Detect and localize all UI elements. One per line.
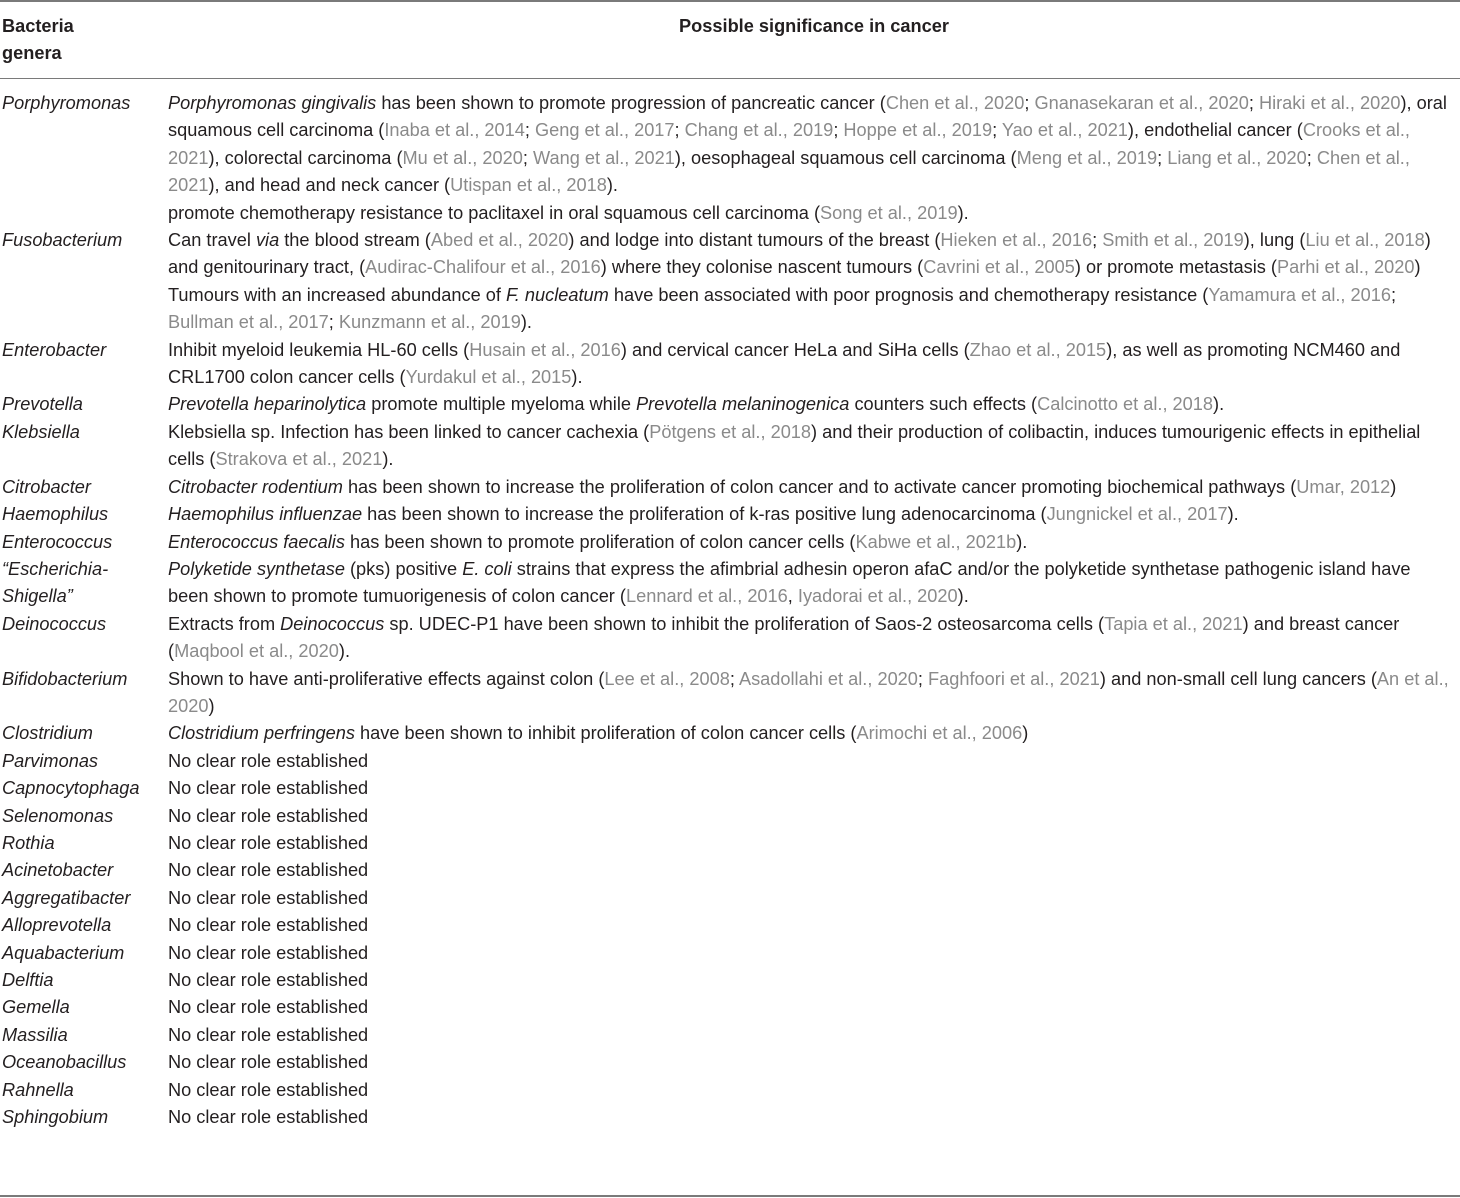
genus-cell: Clostridium <box>2 723 93 744</box>
citation-link[interactable]: Strakova et al., 2021 <box>215 449 383 470</box>
citation-link[interactable]: Mu et al., 2020 <box>402 147 523 168</box>
genus-cell: Deinococcus <box>2 613 107 634</box>
citation-link[interactable]: Geng et al., 2017 <box>535 120 675 141</box>
genus-cell: Bifidobacterium <box>2 668 128 689</box>
significance-cell: Can travel via the blood stream (Abed et al., 2020) and lodge into distant tumours of the breast (Hieken et al., 2016; Smith et al., 2019), lung (Liu et al., 2018) and genitourinary tract, (Audirac-Chalifour et al., 2016) where they colonise nascent tumours (Cavrini et al., 2005) or promote metastasis (Parhi et al., 2020) Tumours with an increased abundance of F. nucleatum have been associated with poor prognosis and chemotherapy resistance (Yamamura et al., 2016; Bullman et al., 2017; Kunzmann et al., 2019). <box>168 230 1431 333</box>
citation-link[interactable]: Chen et al., 2021 <box>168 147 1410 196</box>
genus-cell: Klebsiella <box>2 421 80 442</box>
genus-cell: Alloprevotella <box>2 915 112 936</box>
citation-link[interactable]: Cavrini et al., 2005 <box>923 257 1075 278</box>
significance-cell: No clear role established <box>168 1024 369 1045</box>
table-bottom-rule <box>0 1195 1460 1197</box>
significance-cell: Extracts from Deinococcus sp. UDEC-P1 have been shown to inhibit the proliferation of Saos-2 osteosarcoma cells (Tapia et al., 2021) and breast cancer (Maqbool et al., 2020). <box>168 613 1400 662</box>
significance-cell: No clear role established <box>168 942 369 963</box>
citation-link[interactable]: Tapia et al., 2021 <box>1104 613 1243 634</box>
table-row <box>0 720 1460 747</box>
citation-link[interactable]: An et al., 2020 <box>168 668 1449 716</box>
citation-link[interactable]: Gnanasekaran et al., 2020 <box>1034 93 1249 113</box>
table-row <box>0 967 1460 994</box>
citation-link[interactable]: Calcinotto et al., 2018 <box>1037 394 1214 415</box>
genus-cell: Rothia <box>2 832 55 853</box>
citation-link[interactable]: Umar, 2012 <box>1296 476 1391 497</box>
citation-link[interactable]: Inaba et al., 2014 <box>384 120 525 141</box>
table-row <box>0 830 1460 857</box>
significance-cell: Polyketide synthetase (pks) positive E. coli strains that express the afimbrial adhesin operon afaC and/or the polyketide synthetase pathogenic island have been shown to promote tumuorigenesis of colon cancer (Lennard et al., 2016, Iyadorai et al., 2020). <box>168 558 1411 607</box>
significance-cell: Prevotella heparinolytica promote multiple myeloma while Prevotella melaninogenica counters such effects (Calcinotto et al., 2018). <box>168 394 1225 415</box>
significance-cell: No clear role established <box>168 1107 369 1128</box>
genus-cell: Citrobacter <box>2 476 91 497</box>
table-row <box>0 912 1460 939</box>
significance-cell: Porphyromonas gingivalis has been shown to promote progression of pancreatic cancer (Chen et al., 2020; Gnanasekaran et al., 2020; Hiraki et al., 2020), oral squamous cell carcinoma (Inaba et al., 2014; Geng et al., 2017; Chang et al., 2019; Hoppe et al., 2019; Yao et al., 2021), endothelial cancer (Crooks et al., 2021), colorectal carcinoma (Mu et al., 2020; Wang et al., 2021), oesophageal squamous cell carcinoma (Meng et al., 2019; Liang et al., 2020; Chen et al., 2021), and head and neck cancer (Utispan et al., 2018). promote chemotherapy resistance to paclitaxel in oral squamous cell carcinoma (Song et al., 2019). <box>168 93 1447 223</box>
citation-link[interactable]: Bullman et al., 2017 <box>168 312 329 333</box>
significance-cell: No clear role established <box>168 805 369 826</box>
genus-cell: Prevotella <box>2 394 83 415</box>
citation-link[interactable]: Hieken et al., 2016 <box>940 230 1093 251</box>
citation-link[interactable]: Audirac-Chalifour et al., 2016 <box>365 257 601 278</box>
citation-link[interactable]: Meng et al., 2019 <box>1016 147 1158 168</box>
table-row <box>0 1104 1460 1131</box>
citation-link[interactable]: Lee et al., 2008 <box>604 668 730 689</box>
table-row <box>0 748 1460 775</box>
table-row <box>0 90 1460 227</box>
citation-link[interactable]: Parhi et al., 2020 <box>1276 257 1415 278</box>
significance-cell: Haemophilus influenzae has been shown to increase the proliferation of k-ras positive lung adenocarcinoma (Jungnickel et al., 2017). <box>168 504 1239 525</box>
table-row <box>0 556 1460 611</box>
citation-link[interactable]: Pötgens et al., 2018 <box>649 421 812 442</box>
genus-cell: Enterobacter <box>2 339 107 360</box>
genus-cell: Enterococcus <box>2 531 113 552</box>
significance-cell: No clear role established <box>168 778 369 799</box>
table-row <box>0 1049 1460 1076</box>
citation-link[interactable]: Iyadorai et al., 2020 <box>797 586 958 607</box>
significance-cell: Enterococcus faecalis has been shown to promote proliferation of colon cancer cells (Kabwe et al., 2021b). <box>168 531 1028 552</box>
significance-cell: No clear role established <box>168 860 369 881</box>
genus-cell: Delftia <box>2 970 54 990</box>
genus-cell: Rahnella <box>2 1079 74 1100</box>
genus-cell: “Escherichia- Shigella” <box>2 558 109 607</box>
citation-link[interactable]: Yamamura et al., 2016 <box>1208 284 1391 305</box>
genus-cell: Sphingobium <box>2 1107 109 1128</box>
citation-link[interactable]: Smith et al., 2019 <box>1102 230 1244 251</box>
genus-cell: Porphyromonas <box>2 93 131 113</box>
table-row <box>0 994 1460 1021</box>
citation-link[interactable]: Asadollahi et al., 2020 <box>738 668 918 689</box>
table-top-rule <box>0 0 1460 2</box>
table-row <box>0 391 1460 418</box>
table-row <box>0 611 1460 666</box>
citation-link[interactable]: Wang et al., 2021 <box>532 147 675 168</box>
header-rule <box>0 78 1460 79</box>
significance-cell: No clear role established <box>168 1079 369 1100</box>
significance-cell: Citrobacter rodentium has been shown to increase the proliferation of colon cancer and to activate cancer promoting biochemical pathways (Umar, 2012) <box>168 476 1397 497</box>
table-body <box>0 90 1460 1131</box>
citation-link[interactable]: Song et al., 2019 <box>820 202 958 223</box>
citation-link[interactable]: Yao et al., 2021 <box>1001 120 1128 141</box>
genus-cell: Gemella <box>2 997 70 1018</box>
table-row <box>0 803 1460 830</box>
citation-link[interactable]: Faghfoori et al., 2021 <box>928 668 1100 689</box>
table-row <box>0 857 1460 884</box>
citation-link[interactable]: Liang et al., 2020 <box>1167 147 1307 168</box>
genus-cell: Haemophilus <box>2 504 109 525</box>
genus-cell: Parvimonas <box>2 750 99 771</box>
citation-link[interactable]: Chen et al., 2020 <box>885 93 1025 113</box>
citation-link[interactable]: Abed et al., 2020 <box>430 230 569 251</box>
table-row <box>0 419 1460 474</box>
significance-cell: No clear role established <box>168 997 369 1018</box>
citation-link[interactable]: Zhao et al., 2015 <box>969 339 1107 360</box>
genus-cell: Oceanobacillus <box>2 1052 127 1073</box>
citation-link[interactable]: Yurdakul et al., 2015 <box>405 367 572 388</box>
citation-link[interactable]: Liu et al., 2018 <box>1305 230 1425 251</box>
significance-cell: Inhibit myeloid leukemia HL-60 cells (Husain et al., 2016) and cervical cancer HeLa and SiHa cells (Zhao et al., 2015), as well as promoting NCM460 and CRL1700 colon cancer cells (Yurdakul et al., 2015). <box>168 339 1401 388</box>
citation-link[interactable]: Kabwe et al., 2021b <box>855 531 1017 552</box>
table-row <box>0 666 1460 721</box>
significance-cell: No clear role established <box>168 970 369 990</box>
citation-link[interactable]: Husain et al., 2016 <box>469 339 621 360</box>
table-row <box>0 227 1460 337</box>
genus-cell: Fusobacterium <box>2 230 123 251</box>
table-row <box>0 474 1460 501</box>
significance-cell: Klebsiella sp. Infection has been linked to cancer cachexia (Pötgens et al., 2018) and their production of colibactin, induces tumourigenic effects in epithelial cells (Strakova et al., 2021). <box>168 421 1421 470</box>
table-row <box>0 529 1460 556</box>
table-row <box>0 337 1460 392</box>
genus-cell: Aggregatibacter <box>2 887 131 908</box>
genus-cell: Capnocytophaga <box>2 778 140 799</box>
citation-link[interactable]: Utispan et al., 2018 <box>450 175 607 196</box>
genus-cell: Massilia <box>2 1024 68 1045</box>
significance-cell: Clostridium perfringens have been shown to inhibit proliferation of colon cancer cells (Arimochi et al., 2006) <box>168 723 1029 744</box>
table-row <box>0 1022 1460 1049</box>
citation-link[interactable]: Hoppe et al., 2019 <box>843 120 993 141</box>
significance-cell: No clear role established <box>168 832 369 853</box>
citation-link[interactable]: Kunzmann et al., 2019 <box>338 312 521 333</box>
header-bacteria-genera: Bacteria genera <box>2 16 74 63</box>
citation-link[interactable]: Hiraki et al., 2020 <box>1258 93 1401 113</box>
citation-link[interactable]: Lennard et al., 2016 <box>625 586 788 607</box>
citation-link[interactable]: Arimochi et al., 2006 <box>856 723 1023 744</box>
significance-cell: No clear role established <box>168 1052 369 1073</box>
table-row <box>0 940 1460 967</box>
genus-cell: Acinetobacter <box>2 860 114 881</box>
genus-cell: Selenomonas <box>2 805 114 826</box>
citation-link[interactable]: Chang et al., 2019 <box>684 120 834 141</box>
citation-link[interactable]: Jungnickel et al., 2017 <box>1046 504 1228 525</box>
genus-cell: Aquabacterium <box>2 942 125 963</box>
significance-cell: No clear role established <box>168 915 369 936</box>
table-row <box>0 885 1460 912</box>
significance-cell: Shown to have anti-proliferative effects against colon (Lee et al., 2008; Asadollahi et al., 2020; Faghfoori et al., 2021) and non-small cell lung cancers (An et al., 2020) <box>168 668 1449 716</box>
table-row <box>0 1077 1460 1104</box>
header-possible-significance: Possible significance in cancer <box>679 16 949 36</box>
citation-link[interactable]: Maqbool et al., 2020 <box>174 641 339 662</box>
table-row <box>0 501 1460 528</box>
significance-cell: No clear role established <box>168 887 369 908</box>
citation-link[interactable]: Crooks et al., 2021 <box>168 120 1410 168</box>
significance-cell: No clear role established <box>168 750 369 771</box>
table-row <box>0 775 1460 802</box>
